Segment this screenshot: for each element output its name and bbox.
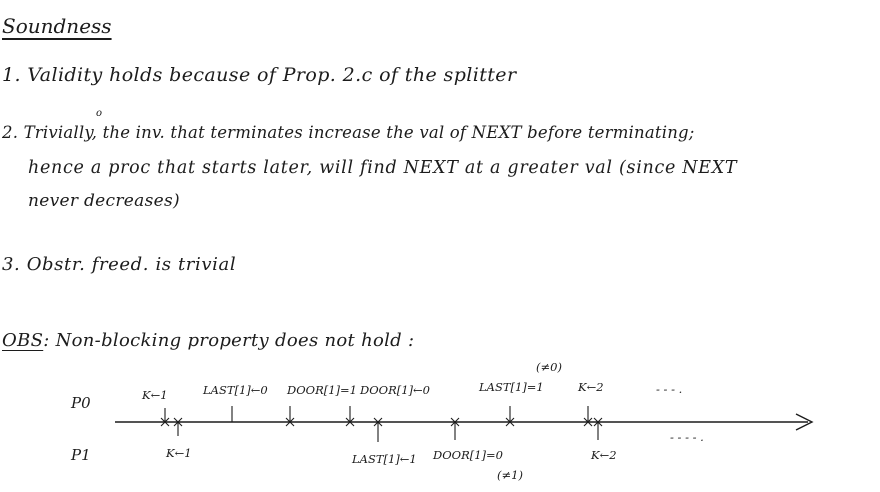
page-heading: Soundness xyxy=(2,14,112,38)
item-1-validity: 1. Validity holds because of Prop. 2.c of the splitter xyxy=(2,64,517,86)
p0-event: DOOR[1]=1 xyxy=(287,383,357,397)
process-p0-label: P0 xyxy=(71,394,91,412)
p0-event: DOOR[1]←0 xyxy=(360,383,430,397)
item-2-line-2: hence a proc that starts later, will find NEXT at a greater val (since NEXT xyxy=(28,158,738,178)
item-2-line-3: never decreases) xyxy=(28,191,180,211)
obs-text: : Non-blocking property does not hold : xyxy=(43,330,415,351)
item-3-obstruction-freedom: 3. Obstr. freed. is trivial xyxy=(2,254,237,275)
process-p1-label: P1 xyxy=(71,446,91,464)
p1-event: K←2 xyxy=(591,448,617,462)
p1-event: LAST[1]←1 xyxy=(352,452,417,466)
p1-event: DOOR[1]=0 xyxy=(433,448,503,462)
item-2-line-1: 2. Trivially, the inv. that terminates increase the val of NEXT before terminating; xyxy=(2,123,695,142)
p0-event: LAST[1]←0 xyxy=(203,383,268,397)
p0-event: K←1 xyxy=(142,388,168,402)
decorative-mark: o xyxy=(96,108,103,119)
p0-event: K←2 xyxy=(578,380,604,394)
p1-continuation: - - - - . xyxy=(670,430,704,444)
p0-continuation: - - - . xyxy=(656,382,683,396)
p0-annotation-not-zero: (≠0) xyxy=(536,360,562,374)
obs-label: OBS xyxy=(2,330,44,351)
p1-event: K←1 xyxy=(166,446,192,460)
p0-event: LAST[1]=1 xyxy=(479,380,544,394)
p1-annotation-not-one: (≠1) xyxy=(497,468,523,482)
